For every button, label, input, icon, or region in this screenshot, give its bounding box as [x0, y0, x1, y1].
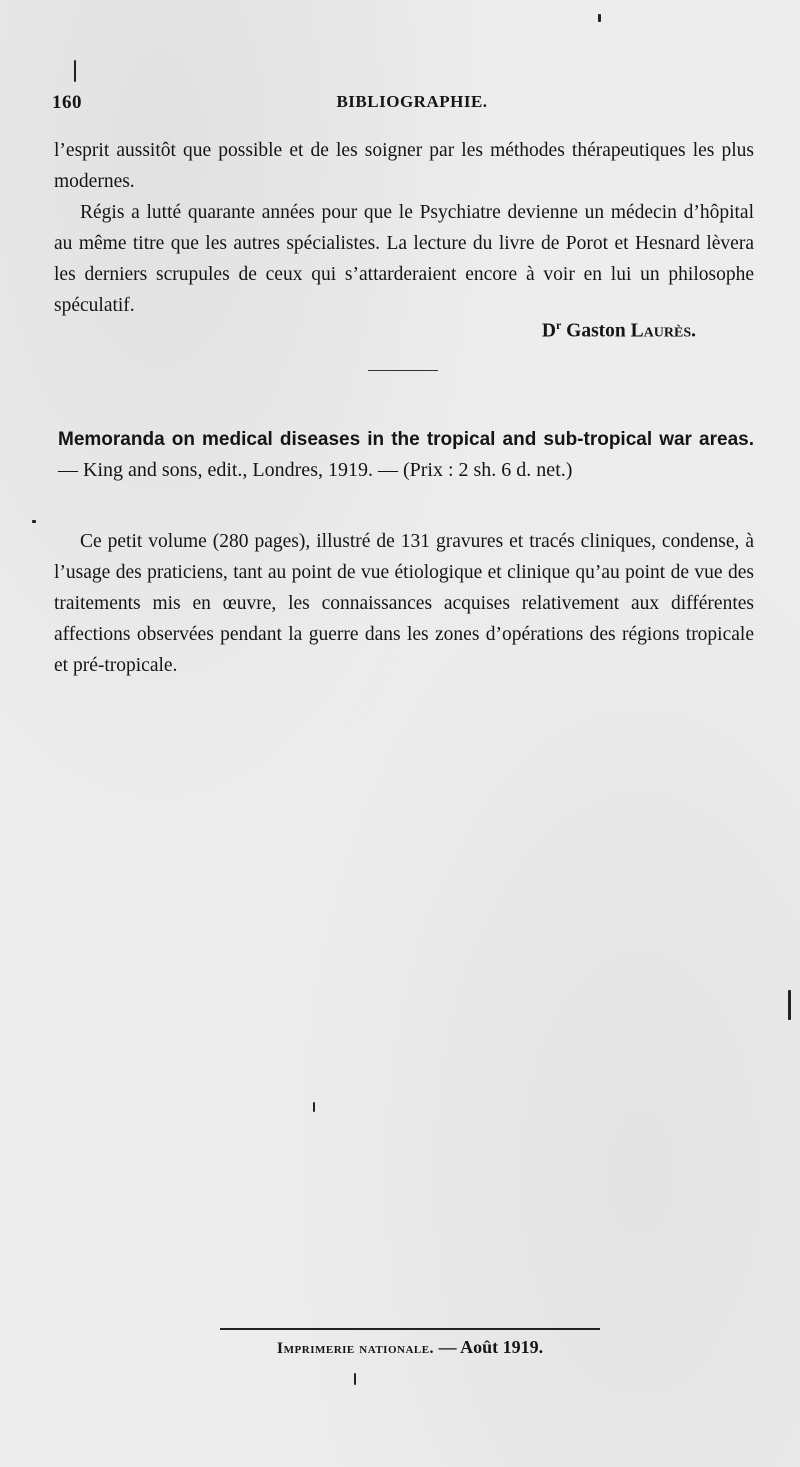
section-divider: [368, 370, 438, 371]
review-heading: [58, 424, 754, 486]
author-signature: [542, 318, 696, 343]
printer-footer: [240, 1337, 580, 1358]
review-text: [54, 526, 754, 681]
signature-prefix: D: [541, 320, 556, 342]
continuation-text: [54, 135, 754, 321]
signature-last-name: Laurès.: [630, 320, 696, 342]
print-date: — Août 1919.: [434, 1337, 544, 1357]
print-speck: [313, 1102, 315, 1112]
footer-rule: [220, 1328, 600, 1330]
page-number: 160: [52, 92, 82, 113]
page-header: [52, 92, 752, 120]
paragraph: Régis a lutté quarante années pour que le Psychiatre devienne un médecin d’hôpital au même titre que les autres spécialistes. La lecture du livre de Porot et Hesnard lèvera les derniers scrupules de ceux qui s’attarderaient encore à voir en lui un philosophe spéculatif.: [54, 202, 754, 316]
print-speck: [788, 990, 791, 1020]
paragraph: l’esprit aussitôt que possible et de les soigner par les méthodes thérapeutiques les plus modernes.: [54, 140, 754, 192]
signature-first-name: Gaston: [566, 320, 626, 342]
printer-name: Imprimerie nationale.: [276, 1340, 435, 1357]
running-head: BIBLIOGRAPHIE.: [336, 92, 488, 111]
paragraph: Ce petit volume (280 pages), illustré de 131 gravures et tracés cliniques, condense, à l’usage des praticiens, tant au point de vue étiologique et clinique qu’au point de vue des traitements mis en œuvre, les connaissances acquises relativement aux différentes affections observées pendant la guerre dans les zones d’opérations des régions tropicale et pré-tropicale.: [54, 531, 754, 676]
review-publication-info: — King and sons, edit., Londres, 1919. — (Prix : 2 sh. 6 d. net.): [58, 459, 573, 481]
signature-prefix-superscript: r: [555, 318, 562, 332]
print-speck: [32, 520, 36, 523]
print-speck: [598, 14, 601, 22]
print-speck: [74, 60, 76, 82]
review-book-title: Memoranda on medical diseases in the tropical and sub-tropical war areas.: [58, 429, 754, 450]
print-speck: [354, 1373, 356, 1385]
